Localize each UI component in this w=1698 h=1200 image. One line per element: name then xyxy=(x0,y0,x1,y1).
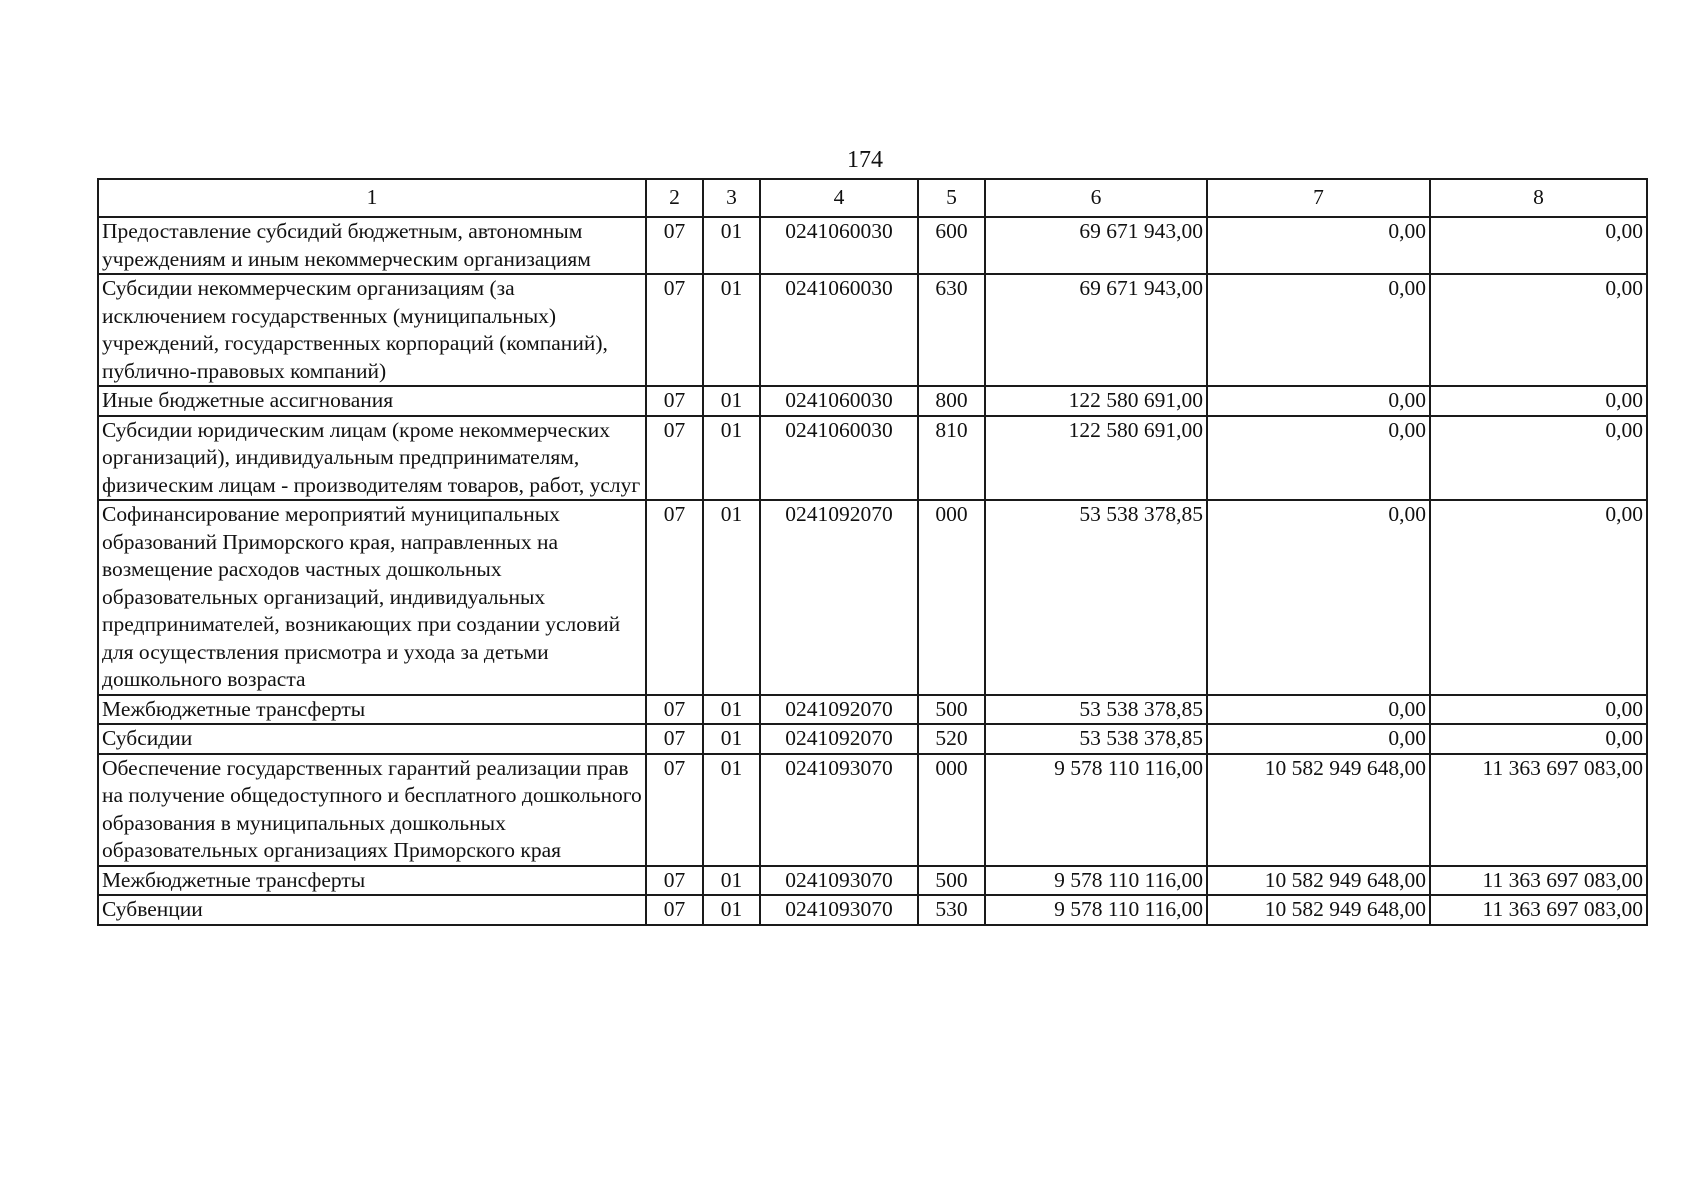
expense-type-code: 500 xyxy=(918,866,985,896)
amount-year-3: 0,00 xyxy=(1430,416,1647,501)
section-code: 07 xyxy=(646,695,703,725)
column-header: 3 xyxy=(703,179,760,217)
amount-year-2: 0,00 xyxy=(1207,416,1430,501)
expense-name: Предоставление субсидий бюджетным, автономным учреждениям и иным некоммерческим организациям xyxy=(98,217,646,274)
expense-type-code: 600 xyxy=(918,217,985,274)
target-article-code: 0241093070 xyxy=(760,866,918,896)
section-code: 07 xyxy=(646,754,703,866)
expense-name: Субвенции xyxy=(98,895,646,925)
table-row xyxy=(98,895,1647,925)
expense-name: Межбюджетные трансферты xyxy=(98,866,646,896)
amount-year-3: 0,00 xyxy=(1430,274,1647,386)
section-code: 07 xyxy=(646,500,703,695)
target-article-code: 0241092070 xyxy=(760,500,918,695)
column-header: 4 xyxy=(760,179,918,217)
expense-type-code: 810 xyxy=(918,416,985,501)
target-article-code: 0241060030 xyxy=(760,274,918,386)
expense-type-code: 000 xyxy=(918,754,985,866)
subsection-code: 01 xyxy=(703,386,760,416)
section-code: 07 xyxy=(646,895,703,925)
amount-year-1: 9 578 110 116,00 xyxy=(985,895,1207,925)
amount-year-2: 0,00 xyxy=(1207,724,1430,754)
subsection-code: 01 xyxy=(703,217,760,274)
amount-year-2: 10 582 949 648,00 xyxy=(1207,866,1430,896)
amount-year-3: 11 363 697 083,00 xyxy=(1430,754,1647,866)
amount-year-1: 69 671 943,00 xyxy=(985,217,1207,274)
expense-name: Иные бюджетные ассигнования xyxy=(98,386,646,416)
section-code: 07 xyxy=(646,217,703,274)
table-row xyxy=(98,724,1647,754)
expense-type-code: 500 xyxy=(918,695,985,725)
amount-year-2: 10 582 949 648,00 xyxy=(1207,895,1430,925)
target-article-code: 0241060030 xyxy=(760,386,918,416)
amount-year-1: 69 671 943,00 xyxy=(985,274,1207,386)
amount-year-1: 9 578 110 116,00 xyxy=(985,754,1207,866)
page-number: 174 xyxy=(847,147,883,173)
section-code: 07 xyxy=(646,416,703,501)
table-row xyxy=(98,416,1647,501)
expense-type-code: 000 xyxy=(918,500,985,695)
section-code: 07 xyxy=(646,866,703,896)
expense-name: Софинансирование мероприятий муниципальных образований Приморского края, направленных на возмещение расходов частных дошкольных образовательных организаций, индивидуальных предпринимателей, возникающих при создании условий для осуществления присмотра и ухода за детьми дошкольного возраста xyxy=(98,500,646,695)
amount-year-2: 0,00 xyxy=(1207,274,1430,386)
target-article-code: 0241060030 xyxy=(760,217,918,274)
header-row xyxy=(98,179,1647,217)
subsection-code: 01 xyxy=(703,695,760,725)
target-article-code: 0241093070 xyxy=(760,895,918,925)
table-row xyxy=(98,754,1647,866)
amount-year-1: 53 538 378,85 xyxy=(985,724,1207,754)
amount-year-2: 10 582 949 648,00 xyxy=(1207,754,1430,866)
amount-year-2: 0,00 xyxy=(1207,500,1430,695)
column-header: 8 xyxy=(1430,179,1647,217)
budget-table xyxy=(97,178,1648,926)
amount-year-3: 0,00 xyxy=(1430,500,1647,695)
expense-type-code: 800 xyxy=(918,386,985,416)
table-row xyxy=(98,866,1647,896)
table-row xyxy=(98,500,1647,695)
section-code: 07 xyxy=(646,386,703,416)
target-article-code: 0241060030 xyxy=(760,416,918,501)
column-header: 5 xyxy=(918,179,985,217)
amount-year-3: 0,00 xyxy=(1430,695,1647,725)
amount-year-2: 0,00 xyxy=(1207,217,1430,274)
target-article-code: 0241093070 xyxy=(760,754,918,866)
subsection-code: 01 xyxy=(703,724,760,754)
expense-name: Обеспечение государственных гарантий реализации прав на получение общедоступного и бесплатного дошкольного образования в муниципальных дошкольных образовательных организациях Приморского края xyxy=(98,754,646,866)
amount-year-1: 9 578 110 116,00 xyxy=(985,866,1207,896)
amount-year-3: 11 363 697 083,00 xyxy=(1430,895,1647,925)
section-code: 07 xyxy=(646,724,703,754)
section-code: 07 xyxy=(646,274,703,386)
amount-year-1: 122 580 691,00 xyxy=(985,416,1207,501)
target-article-code: 0241092070 xyxy=(760,724,918,754)
subsection-code: 01 xyxy=(703,500,760,695)
amount-year-1: 53 538 378,85 xyxy=(985,695,1207,725)
table-row xyxy=(98,274,1647,386)
expense-name: Межбюджетные трансферты xyxy=(98,695,646,725)
amount-year-3: 0,00 xyxy=(1430,217,1647,274)
amount-year-1: 53 538 378,85 xyxy=(985,500,1207,695)
subsection-code: 01 xyxy=(703,416,760,501)
amount-year-3: 0,00 xyxy=(1430,724,1647,754)
target-article-code: 0241092070 xyxy=(760,695,918,725)
expense-name: Субсидии xyxy=(98,724,646,754)
column-header: 2 xyxy=(646,179,703,217)
amount-year-3: 0,00 xyxy=(1430,386,1647,416)
expense-type-code: 530 xyxy=(918,895,985,925)
amount-year-2: 0,00 xyxy=(1207,386,1430,416)
expense-type-code: 630 xyxy=(918,274,985,386)
subsection-code: 01 xyxy=(703,866,760,896)
expense-name: Субсидии юридическим лицам (кроме некоммерческих организаций), индивидуальным предпринимателям, физическим лицам - производителям товаров, работ, услуг xyxy=(98,416,646,501)
amount-year-3: 11 363 697 083,00 xyxy=(1430,866,1647,896)
expense-name: Субсидии некоммерческим организациям (за исключением государственных (муниципальных) учреждений, государственных корпораций (компаний), публично-правовых компаний) xyxy=(98,274,646,386)
column-header: 6 xyxy=(985,179,1207,217)
table-row xyxy=(98,217,1647,274)
subsection-code: 01 xyxy=(703,274,760,386)
amount-year-1: 122 580 691,00 xyxy=(985,386,1207,416)
amount-year-2: 0,00 xyxy=(1207,695,1430,725)
column-header: 7 xyxy=(1207,179,1430,217)
table-row xyxy=(98,386,1647,416)
subsection-code: 01 xyxy=(703,754,760,866)
expense-type-code: 520 xyxy=(918,724,985,754)
column-header: 1 xyxy=(98,179,646,217)
table-row xyxy=(98,695,1647,725)
subsection-code: 01 xyxy=(703,895,760,925)
